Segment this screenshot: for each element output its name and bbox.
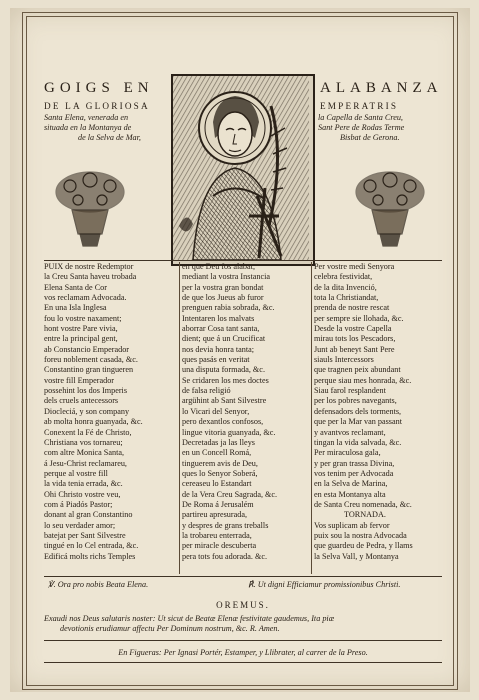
versicle: ℣. Ora pro nobis Beata Elena. (48, 580, 149, 589)
verse-line: de la Vera Creu Sagrada, &c. (182, 489, 278, 499)
verse-line: tota la Christiandat, (314, 293, 379, 303)
verse-line: lo Vicari del Senyor, (182, 406, 250, 416)
verse-line: partireu apresurada, (182, 510, 248, 520)
verse-line: Constantino gran tingueren (44, 365, 134, 375)
verse-line: de la dita Invenció, (314, 282, 377, 292)
imprint: En Figueras: Per Ignasi Portér, Estamper, y Llibrater, al carrer de la Preso. (118, 648, 368, 657)
verse-line: Vos suplicam ab fervor (314, 520, 390, 530)
verse-line: per miracle descuberta (182, 541, 257, 551)
verse-line: puix sou la nostra Advocada (314, 530, 407, 540)
verse-line: tingué en lo Cel entrada, &c. (44, 541, 139, 551)
rule-versicle (44, 576, 442, 577)
rule-bottom (44, 662, 442, 663)
verse-line: una disputa formada, &c. (182, 365, 265, 375)
verse-line: y per gran trassa Divina, (314, 458, 395, 468)
verse-line: batejat per Sant Silvestre (44, 530, 126, 540)
verse-line: en esta Montanya alta (314, 489, 386, 499)
verse-line: en que Deu fos alabat; (182, 262, 256, 271)
title-left-line-2: situada en la Montanya de (44, 123, 132, 132)
verse-line: possehint los dos Imperis (44, 386, 128, 396)
verse-line: vostre fill Emperador (44, 375, 115, 385)
oremus-line-2: devotionis erudiamur affectu Per Dominum nostrum, &c. R. Amen. (60, 624, 280, 633)
verse-line: En una Isla Inglesa (44, 303, 107, 313)
verse-line: siauls Intercessors (314, 355, 374, 365)
title-right-line-1: la Capella de Santa Creu, (318, 113, 403, 122)
verse-line: lingue vitoria guanyada, &c. (182, 427, 276, 437)
verse-line: Desde la vostre Capella (314, 324, 392, 334)
verse-line: cereaseu lo Estandart (182, 479, 252, 489)
verse-line: en un Concell Romá, (182, 448, 252, 458)
verse-line: Siau farol resplandent (314, 386, 386, 396)
flower-vase-right (348, 170, 432, 252)
verse-column-2 (182, 262, 310, 578)
verse-line: fou lo vostre naxament; (44, 313, 122, 323)
verse-line: Se cridaren los mes doctes (182, 375, 269, 385)
verse-line: aborrar Cosa tant santa, (182, 324, 260, 334)
rule-top (44, 260, 442, 261)
title-left-line-1: Santa Elena, venerada en (44, 113, 129, 122)
verse-line: foreu noblement casada, &c. (44, 355, 138, 365)
verse-line: pera tots fou adorada. &c. (182, 551, 268, 561)
verse-line: prenguen rabia sobrada, &c. (182, 303, 275, 313)
column-divider-1 (179, 262, 180, 574)
verse-line: perque al vostre fill (44, 468, 108, 478)
verse-line: de que los Jueus ab furor (182, 293, 264, 303)
title-right-line-2: Sant Pere de Rodas Terme (318, 123, 405, 132)
verse-column-1 (44, 262, 176, 578)
verse-line: donant al gran Constantino (44, 510, 133, 520)
verse-line: mirau tots los Pescadors, (314, 334, 396, 344)
verse-line: Ohi Christo vostre veu, (44, 489, 121, 499)
verse-line: que tragnen peix abundant (314, 365, 401, 375)
verse-line: en la Selva de Marina, (314, 479, 388, 489)
verse-line: PUIX de nostre Redemptor (44, 262, 134, 271)
verse-line: per sempre sie llohada, &c. (314, 313, 404, 323)
verse-column-3 (314, 262, 440, 578)
verse-line: la trobareu enterrada, (182, 530, 252, 540)
title-left-med: DE LA GLORIOSA (44, 101, 150, 111)
verse-line: hont vostre Pare vivia, (44, 324, 118, 334)
verse-line: Edificá molts richs Temples (44, 551, 136, 561)
verse-line: Elena Santa de Cor (44, 282, 107, 292)
verse-line: la vida tenia errada, &c. (44, 479, 123, 489)
verse-line: Conexent la Fé de Christo, (44, 427, 132, 437)
column-divider-2 (311, 262, 312, 574)
verse-line: ques lo Senyor Soberá, (182, 468, 258, 478)
verse-line: mediant la vostra Instancia (182, 272, 270, 282)
rule-imprint (44, 640, 442, 641)
response: ℟. Ut digni Efficiamur promissionibus Christi. (248, 580, 401, 589)
oremus-text (44, 614, 442, 634)
verse-line: la Selva Vall, y Montanya (314, 551, 399, 561)
verse-line: dient; que á un Crucificat (182, 334, 266, 344)
verse-line: de Santa Creu nomenada, &c. (314, 499, 412, 509)
flower-vase-left (48, 170, 132, 252)
title-right-med: EMPERATRIS (320, 101, 399, 111)
verse-line: Per vostre medi Senyora (314, 262, 395, 271)
verse-line: celebra festividat, (314, 272, 373, 282)
verse-line: de falsa religió (182, 386, 231, 396)
verse-line: Decretadas ja las lleys (182, 437, 255, 447)
verse-line: pero dexantlos confosos, (182, 417, 264, 427)
verse-line: Christiana vos tornareu; (44, 437, 123, 447)
verse-line: ques pasás en veritat (182, 355, 250, 365)
verse-line: tinguerem avis de Deu, (182, 458, 258, 468)
verse-line: Per miraculosa gala, (314, 448, 381, 458)
verse-line: dels cruels antecessors (44, 396, 119, 406)
verse-line: per los pobres navegants, (314, 396, 397, 406)
title-right-small (318, 113, 446, 143)
verse-line: Diocleciá, y son company (44, 406, 130, 416)
verse-line: defensadors dels torments, (314, 406, 402, 416)
verse-line: ab Constancio Emperador (44, 344, 130, 354)
verse-line: tingan la vida salvada, &c. (314, 437, 402, 447)
verse-line: per la vostra gran bondat (182, 282, 264, 292)
verse-line: que per la Mar van passant (314, 417, 402, 427)
title-left-big: GOIGS EN (44, 80, 154, 96)
verse-line: TORNADA. (344, 510, 386, 520)
verse-line: á Jesu-Christ reclamareu, (44, 458, 127, 468)
verse-line: com altre Monica Santa, (44, 448, 125, 458)
title-left-small (44, 113, 172, 143)
verse-line: nos devia honra tanta; (182, 344, 255, 354)
verse-line: y avantvos reclamant, (314, 427, 386, 437)
verse-line: com á Piadós Pastor; (44, 499, 113, 509)
title-right-big: ALABANZA (320, 80, 443, 96)
verse-line: lo seu verdader amor; (44, 520, 116, 530)
verse-line: Junt ab beneyt Sant Pere (314, 344, 395, 354)
title-left-line-3: de la Selva de Mar, (78, 133, 141, 142)
verse-line: Intentaren los malvats (182, 313, 255, 323)
verse-line: vos reclamam Advocada. (44, 293, 127, 303)
verse-line: la Creu Santa haveu trobada (44, 272, 137, 282)
verse-line: prenda de nostre rescat (314, 303, 390, 313)
verse-line: y despres de grans treballs (182, 520, 269, 530)
title-right-line-3: Bisbat de Gerona. (340, 133, 400, 142)
oremus-heading: OREMUS. (216, 600, 270, 610)
verse-line: que guardeu de Pedra, y llams (314, 541, 413, 551)
verse-line: vos tenim per Advocada (314, 468, 394, 478)
saint-helena-woodcut (171, 74, 315, 266)
verse-line: ab molta honra guanyada, &c. (44, 417, 143, 427)
oremus-line-1: Exaudi nos Deus salutaris noster: Ut sicut de Beatæ Elenæ festivitate gaudemus, Ita piæ (44, 614, 335, 623)
verse-line: perque siau mes honrada, &c. (314, 375, 412, 385)
verse-line: argühint ab Sant Silvestre (182, 396, 267, 406)
verse-line: De Roma á Jerusalém (182, 499, 254, 509)
verse-line: entre la principal gent, (44, 334, 118, 344)
